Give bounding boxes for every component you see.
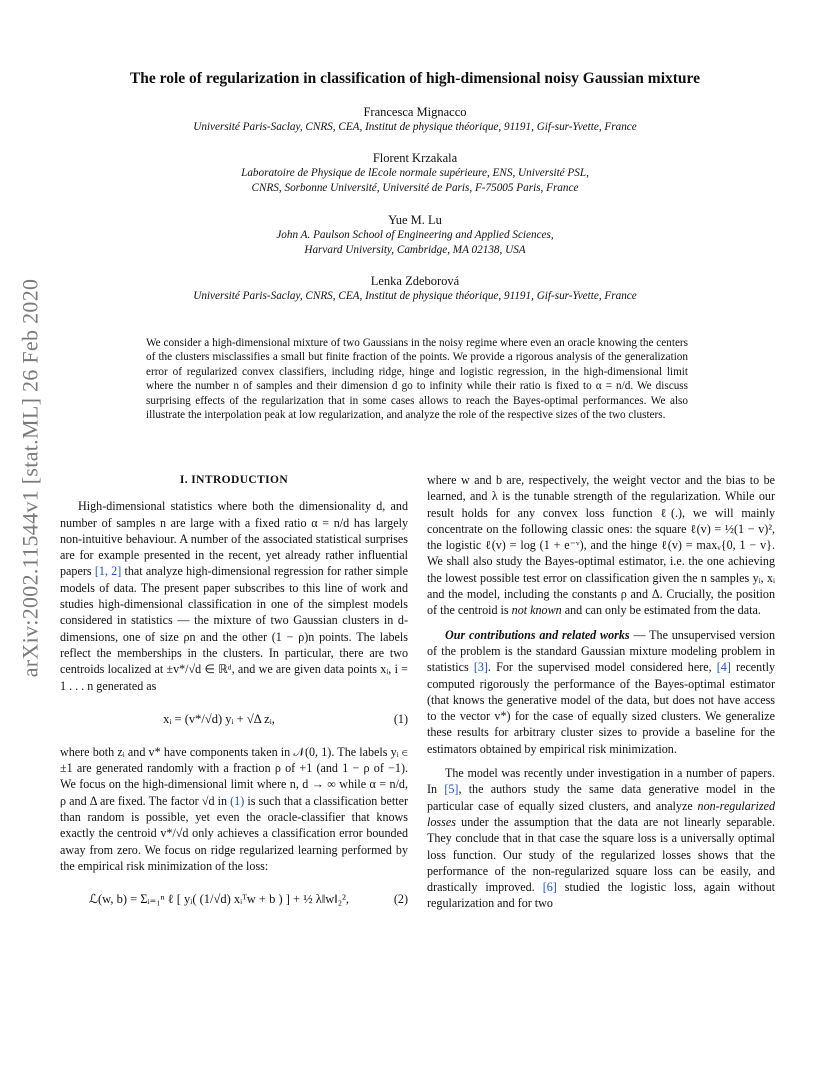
text-run: is such that a classification better than random is possible, yet even the oracle-classifier that knows exactly the centroid v*/√d only achieves a classification error bounded away from zero. We focus on ridge regularized learning performed by the empirical risk minimization of the loss: bbox=[60, 793, 409, 873]
author-name: Francesca Mignacco bbox=[363, 105, 467, 119]
intro-paragraph-3 bbox=[427, 472, 775, 619]
text-run: The model was recently under investigation in a number of papers. In bbox=[427, 766, 775, 797]
equation-number: (2) bbox=[393, 892, 408, 907]
arxiv-identifier-stamp bbox=[8, 278, 52, 677]
contributions-paragraph bbox=[427, 627, 775, 757]
author-block-4 bbox=[60, 273, 770, 304]
equation-2 bbox=[60, 882, 408, 916]
text-run: under the assumption that the data are not linearly separable. They conclude that in that case the square loss is a universally optimal loss function. Our study of the regularized losses shows that the performance of the non-regularized square loss can be easily, and drastically improved. bbox=[427, 814, 775, 895]
text-run: recently computed rigorously the performance of the Bayes-optimal estimator (that knows the generative model of the data, but does not have access to the vector v*) for the case of equally sized clusters. We generalize these results for arbitrary cluster sizes to provide a baseline for the estimators obtained by empirical risk minimization. bbox=[427, 660, 775, 756]
author-name: Yue M. Lu bbox=[388, 213, 442, 227]
abstract: We consider a high-dimensional mixture of two Gaussians in the noisy regime where even an oracle knowing the centers of the clusters misclassifies a small but finite fraction of the points. We provide a rigorous analysis of the generalization error of regularized convex classifiers, including ridge, hinge and logistic regression, in the high-dimensional limit where the number n of samples and their dimension d go to infinity while their ratio is fixed to α = n/d. We discuss surprising effects of the regularization that in some cases allows to reach the Bayes-optimal performances. We also illustrate the interpolation peak at low regularization, and analyze the role of the respective sizes of the two clusters. bbox=[146, 337, 688, 422]
arxiv-identifier-text: arXiv:2002.11544v1 [stat.ML] 26 Feb 2020 bbox=[17, 278, 42, 677]
author-affiliation: CNRS, Sorbonne Université, Université de Paris, F-75005 Paris, France bbox=[251, 182, 579, 194]
author-affiliation: Harvard University, Cambridge, MA 02138, USA bbox=[304, 244, 526, 256]
related-work-paragraph bbox=[427, 765, 775, 912]
text-run: . For the supervised model considered here, bbox=[487, 660, 717, 675]
equation-expression: xᵢ = (v*/√d) yᵢ + √Δ zᵢ, bbox=[163, 711, 275, 726]
author-block-1 bbox=[60, 104, 770, 135]
text-run: High-dimensional statistics where both the dimensionality d, and number of samples n are large with a fixed ratio α = n/d has largely non-intuitive behaviour. A number of the associated statistical surprises are for example presented in the recent, yet already rather influential papers bbox=[60, 499, 408, 579]
equation-number: (1) bbox=[393, 711, 408, 726]
author-block-3 bbox=[60, 212, 770, 258]
text-run: studied the logistic loss, again without regularization and for two bbox=[427, 880, 775, 911]
paragraph-heading: Our contributions and related works bbox=[445, 627, 630, 642]
text-run: — The unsupervised version of the problem is the standard Gaussian mixture modeling problem in statistics bbox=[427, 627, 775, 675]
text-run: where w and b are, respectively, the weight vector and the bias to be learned, and λ is the tunable strength of the regularization. While our result holds for any convex loss function ℓ(.), we will mainly concentrate on the following classic ones: the square ℓ(v) = ½(1 − v)², the logistic ℓ(v) = log (1 + e⁻ᵛ), and the hinge ℓ(v) = maxᵥ{0, 1 − v}. We shall also study the Bayes-optimal estimator, i.e. the one achieving the lowest possible test error on classification given the n samples yᵢ, xᵢ and the model, including the constants ρ and Δ. Crucially, the position of the centroid is bbox=[427, 473, 775, 618]
citation-link[interactable]: [4] bbox=[716, 660, 731, 675]
author-name: Lenka Zdeborová bbox=[370, 274, 460, 288]
emphasis-text: not known bbox=[511, 603, 562, 618]
citation-link[interactable]: [1, 2] bbox=[94, 564, 122, 579]
citation-link[interactable]: [3] bbox=[473, 660, 488, 675]
emphasis-text: non-regularized losses bbox=[427, 798, 775, 829]
intro-paragraph-2 bbox=[60, 744, 408, 874]
section-heading: I. INTRODUCTION bbox=[179, 474, 289, 486]
text-run: that analyze high-dimensional regression for rather simple models of data. The present paper subscribes to this line of work and studies high-dimensional classification in one of the simplest models considered in statistics — the mixture of two Gaussian clusters in d-dimensions, one of size ρn and the other (1 − ρ)n points. The labels reflect the memberships in the clusters. In particular, there are two centroids localized at ±v*/√d ∈ ℝᵈ, and we are given data points xᵢ, i = 1 . . . n generated as bbox=[60, 564, 409, 693]
equation-reference-link[interactable]: (1) bbox=[230, 793, 245, 808]
text-run: , the authors study the same data generative model in the particular case of equally sized clusters, and analyze bbox=[427, 782, 775, 813]
author-affiliation: John A. Paulson School of Engineering and Applied Sciences, bbox=[276, 229, 554, 241]
author-affiliation: Laboratoire de Physique de lEcole normale supérieure, ENS, Université PSL, bbox=[241, 167, 589, 179]
right-column bbox=[427, 472, 775, 912]
equation-1 bbox=[60, 702, 408, 736]
left-column bbox=[60, 472, 408, 924]
intro-paragraph-1 bbox=[60, 498, 408, 694]
author-name: Florent Krzakala bbox=[372, 151, 458, 165]
text-run: and can only be estimated from the data. bbox=[561, 603, 761, 618]
citation-link[interactable]: [6] bbox=[542, 880, 557, 895]
paper-title: The role of regularization in classification of high-dimensional noisy Gaussian mixture bbox=[129, 70, 701, 87]
equation-expression: ℒ(w, b) = Σᵢ₌₁ⁿ ℓ [ yᵢ( (1/√d) xᵢᵀw + b ) ] + ½ λ‖w‖₂², bbox=[88, 892, 350, 907]
author-affiliation: Université Paris-Saclay, CNRS, CEA, Institut de physique théorique, 91191, Gif-sur-Yvette, France bbox=[193, 290, 637, 302]
citation-link[interactable]: [5] bbox=[444, 782, 459, 797]
author-affiliation: Université Paris-Saclay, CNRS, CEA, Institut de physique théorique, 91191, Gif-sur-Yvette, France bbox=[193, 121, 637, 133]
author-block-2 bbox=[60, 150, 770, 196]
text-run: where both zᵢ and v* have components taken in 𝒩(0, 1). The labels yᵢ ∈ ±1 are generated randomly with a fraction ρ of +1 (and 1 − ρ of −1). We focus on the high-dimensional limit where n, d → ∞ while α = n/d, ρ and Δ are fixed. The factor √d in bbox=[60, 744, 408, 808]
